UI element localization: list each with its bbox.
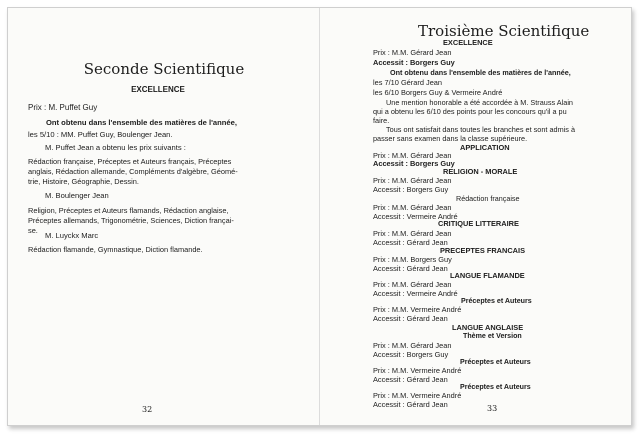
right-intro-line: les 6/10 Borgers Guy & Vermeire André bbox=[373, 88, 503, 97]
right-accessit-line: Accessit : Gérard Jean bbox=[373, 264, 448, 273]
right-preceptes-heading: PRECEPTES FRANCAIS bbox=[440, 246, 526, 255]
right-intro-line: les 7/10 Gérard Jean bbox=[373, 78, 443, 87]
left-prix-line: Prix : M. Puffet Guy bbox=[28, 103, 98, 112]
right-prix-line: Prix : M.M. Borgers Guy bbox=[373, 255, 452, 264]
right-redaction-heading: Rédaction française bbox=[456, 194, 520, 203]
right-preceptes-auteurs-heading: Préceptes et Auteurs bbox=[460, 383, 531, 391]
right-intro-line: Tous ont satisfait dans toutes les branches et sont admis à bbox=[386, 125, 576, 134]
left-section-heading: EXCELLENCE bbox=[131, 85, 185, 94]
left-puffet-heading: M. Puffet Jean a obtenu les prix suivants : bbox=[45, 143, 186, 152]
left-page bbox=[8, 8, 320, 425]
right-intro-line: passer sans examen dans la classe supérieure. bbox=[373, 134, 528, 143]
left-puffet-line: trie, Histoire, Géographie, Dessin. bbox=[28, 177, 139, 186]
right-theme-heading: Thème et Version bbox=[463, 332, 522, 340]
left-boulenger-line: Religion, Préceptes et Auteurs flamands, Rédaction anglaise, bbox=[28, 206, 229, 215]
right-intro-line: faire. bbox=[373, 116, 390, 125]
right-accessit-line: Accessit : Gérard Jean bbox=[373, 400, 448, 409]
right-application-heading: APPLICATION bbox=[460, 143, 510, 152]
right-religion-heading: RELIGION - MORALE bbox=[443, 167, 518, 176]
right-section-heading: EXCELLENCE bbox=[443, 38, 493, 47]
right-preceptes-auteurs-heading: Préceptes et Auteurs bbox=[460, 358, 531, 366]
left-boulenger-heading: M. Boulenger Jean bbox=[45, 191, 109, 200]
left-puffet-line: anglais, Rédaction allemande, Compléments d'algèbre, Géomé- bbox=[28, 167, 238, 176]
right-langue-anglaise-heading: LANGUE ANGLAISE bbox=[452, 323, 524, 332]
right-intro-line: qui a obtenu les 6/10 des points pour les concours qu'il a pu bbox=[373, 107, 567, 116]
right-intro-line: Une mention honorable a été accordée à M. Strauss Alain bbox=[386, 98, 573, 107]
right-prix-line: Prix : M.M. Vermeire André bbox=[373, 391, 462, 400]
open-booklet bbox=[7, 7, 632, 426]
right-accessit-line: Accessit : Borgers Guy bbox=[373, 350, 449, 359]
right-langue-flamande-heading: LANGUE FLAMANDE bbox=[450, 271, 525, 280]
right-accessit-line: Accessit : Vermeire André bbox=[373, 289, 458, 298]
left-page-number: 32 bbox=[142, 405, 153, 414]
left-page-title: Seconde Scientifique bbox=[83, 60, 245, 78]
right-intro-line: Ont obtenu dans l'ensemble des matières de l'année, bbox=[390, 68, 571, 77]
left-luyckx-heading: M. Luyckx Marc bbox=[45, 231, 99, 240]
right-prix-line: Prix : M.M. Gérard Jean bbox=[373, 151, 452, 160]
right-accessit-line: Accessit : Vermeire André bbox=[373, 212, 458, 221]
right-accessit-line: Accessit : Gérard Jean bbox=[373, 314, 448, 323]
right-intro-line: Prix : M.M. Gérard Jean bbox=[373, 48, 452, 57]
right-accessit-line: Accessit : Gérard Jean bbox=[373, 238, 448, 247]
right-prix-line: Prix : M.M. Vermeire André bbox=[373, 305, 462, 314]
right-prix-line: Prix : M.M. Gérard Jean bbox=[373, 229, 452, 238]
right-intro-line: Accessit : Borgers Guy bbox=[373, 58, 455, 67]
right-prix-line: Prix : M.M. Vermeire André bbox=[373, 366, 462, 375]
right-critique-heading: CRITIQUE LITTERAIRE bbox=[438, 219, 519, 228]
right-prix-line: Prix : M.M. Gérard Jean bbox=[373, 341, 452, 350]
right-accessit-line: Accessit : Gérard Jean bbox=[373, 375, 448, 384]
right-prix-line: Prix : M.M. Gérard Jean bbox=[373, 280, 452, 289]
right-accessit-line: Accessit : Borgers Guy bbox=[373, 159, 455, 168]
left-puffet-line: Rédaction française, Préceptes et Auteurs français, Préceptes bbox=[28, 157, 232, 166]
right-page bbox=[320, 8, 631, 425]
right-accessit-line: Accessit : Borgers Guy bbox=[373, 185, 449, 194]
right-prix-line: Prix : M.M. Gérard Jean bbox=[373, 176, 452, 185]
left-boulenger-line: Préceptes allemands, Trigonométrie, Sciences, Diction françai- bbox=[28, 216, 234, 225]
left-les-line: les 5/10 : MM. Puffet Guy, Boulenger Jean. bbox=[28, 130, 173, 139]
left-boulenger-line: se. bbox=[28, 226, 38, 235]
right-prix-line: Prix : M.M. Gérard Jean bbox=[373, 203, 452, 212]
left-luyckx-line: Rédaction flamande, Gymnastique, Diction flamande. bbox=[28, 245, 203, 254]
right-preceptes-auteurs-heading: Préceptes et Auteurs bbox=[461, 297, 532, 305]
right-page-title: Troisième Scientifique bbox=[418, 22, 590, 40]
right-page-number: 33 bbox=[487, 404, 498, 413]
left-obtenu-line: Ont obtenu dans l'ensemble des matières de l'année, bbox=[46, 118, 237, 127]
